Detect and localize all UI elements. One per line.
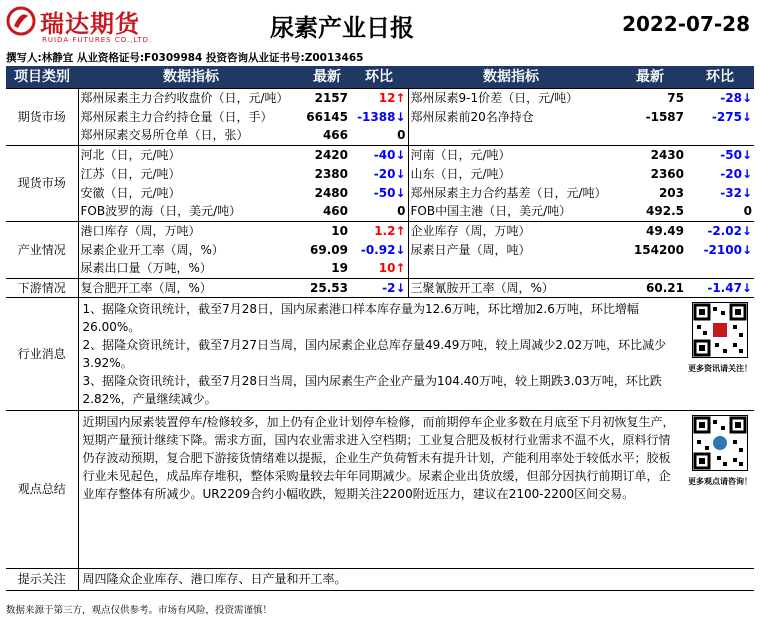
indicator-name	[408, 126, 614, 145]
latest-value: 203	[658, 185, 684, 200]
latest-value: 492.5	[646, 204, 684, 219]
tips-row	[6, 568, 754, 590]
indicator-name: 郑州尿素9-1价差（日，元/吨）	[408, 88, 614, 107]
indicator-name: 郑州尿素主力合约基差（日，元/吨）	[408, 183, 614, 202]
latest-value	[614, 259, 686, 278]
change-value: -2100↓	[703, 242, 752, 257]
change-value: -275↓	[711, 109, 752, 124]
table-row	[6, 88, 754, 107]
latest-value: 19	[331, 261, 348, 276]
outlook-qr-panel	[686, 410, 754, 568]
latest-value: 49.49	[614, 221, 686, 240]
latest-value: 25.53	[304, 278, 350, 297]
news-row	[6, 297, 754, 410]
change-value	[686, 259, 754, 278]
latest-value: 466	[322, 128, 348, 143]
table-row	[6, 278, 754, 297]
report-header	[0, 0, 760, 48]
latest-value	[614, 126, 686, 145]
col-indicator-2: 数据指标	[408, 66, 614, 88]
table-row	[6, 183, 754, 202]
col-latest-2: 最新	[614, 66, 686, 88]
indicator-name: 郑州尿素交易所仓单（日，张）	[78, 126, 304, 145]
change-value: 10↑	[378, 261, 406, 276]
change-value	[686, 126, 754, 145]
col-latest: 最新	[304, 66, 350, 88]
data-table	[6, 66, 754, 591]
change-value: 0	[397, 128, 406, 143]
indicator-name: 尿素出口量（万吨，%）	[78, 259, 304, 278]
indicator-name: 复合肥开工率（周，%）	[78, 278, 304, 297]
latest-value: 60.21	[614, 278, 686, 297]
change-value: -2.02↓	[686, 221, 754, 240]
news-qr-panel	[686, 297, 754, 410]
category-news: 行业消息	[6, 297, 78, 410]
indicator-name: 尿素日产量（周，吨）	[408, 240, 614, 259]
indicator-name: 江苏（日，元/吨）	[78, 164, 304, 183]
category-outlook: 观点总结	[6, 410, 78, 568]
latest-value: 2157	[304, 88, 350, 107]
indicator-name: FOB中国主港（日，美元/吨）	[408, 202, 614, 221]
report-title: 尿素产业日报	[270, 14, 414, 42]
table-row	[6, 164, 754, 183]
qr-caption: 更多资讯请关注！	[688, 363, 752, 373]
news-item: 2、据隆众资讯统计，截至7月27日当周，国内尿素企业总库存量49.49万吨，较上周减少2.02万吨，环比减少3.92%。	[82, 337, 667, 370]
change-value: -50↓	[686, 145, 754, 164]
col-indicator: 数据指标	[78, 66, 304, 88]
change-value: 0	[743, 204, 752, 219]
category-spot: 现货市场	[6, 145, 78, 221]
change-value: -32↓	[720, 185, 752, 200]
report-date: 2022-07-28	[622, 12, 750, 36]
change-value: -40↓	[350, 145, 408, 164]
table-row	[6, 221, 754, 240]
table-row	[6, 107, 754, 126]
disclaimer: 数据来源于第三方，观点仅供参考。市场有风险，投资需谨慎！	[6, 605, 273, 616]
news-item: 1、据隆众资讯统计，截至7月28日，国内尿素港口样本库存量为12.6万吨，环比增加2.6万吨，环比增幅26.00%。	[82, 301, 639, 334]
latest-value: 2480	[314, 185, 348, 200]
category-futures: 期货市场	[6, 88, 78, 145]
indicator-name: 尿素企业开工率（周，%）	[78, 240, 304, 259]
change-value: -1388↓	[357, 109, 406, 124]
qr-caption: 更多观点请咨询！	[688, 476, 752, 486]
table-row	[6, 145, 754, 164]
change-value: 1.2↑	[350, 221, 408, 240]
table-row	[6, 259, 754, 278]
change-value: 12↑	[350, 88, 408, 107]
indicator-name: 安徽（日，元/吨）	[78, 183, 304, 202]
change-value: -50↓	[373, 185, 406, 200]
latest-value: 2430	[614, 145, 686, 164]
ruida-logo-icon	[6, 6, 36, 36]
outlook-row	[6, 410, 754, 568]
category-tips: 提示关注	[6, 568, 78, 590]
latest-value: 2380	[314, 166, 348, 181]
latest-value: 69.09	[310, 242, 348, 257]
latest-value: -1587	[645, 109, 684, 124]
table-header	[6, 66, 754, 88]
latest-value: 10	[304, 221, 350, 240]
indicator-name: 郑州尿素主力合约持仓量（日，手）	[78, 107, 304, 126]
change-value: -2↓	[350, 278, 408, 297]
table-row	[6, 126, 754, 145]
indicator-name: 郑州尿素前20名净持仓	[408, 107, 614, 126]
latest-value: 460	[322, 204, 348, 219]
indicator-name: 河南（日，元/吨）	[408, 145, 614, 164]
indicator-name: 港口库存（周，万吨）	[78, 221, 304, 240]
author-line: 撰写人:林静宜 从业资格证号:F0309984 投资咨询从业证书号:Z0013465	[6, 52, 364, 64]
table-row	[6, 240, 754, 259]
indicator-name: 三聚氰胺开工率（周，%）	[408, 278, 614, 297]
news-content	[78, 297, 686, 410]
indicator-name: 河北（日，元/吨）	[78, 145, 304, 164]
indicator-name: 山东（日，元/吨）	[408, 164, 614, 183]
logo-english-text: RUIDA FUTURES CO.,LTD.	[42, 36, 153, 44]
category-downstream: 下游情况	[6, 278, 78, 297]
col-change-2: 环比	[686, 66, 754, 88]
indicator-name: 企业库存（周，万吨）	[408, 221, 614, 240]
company-logo	[6, 4, 156, 46]
qr-pattern-icon	[693, 303, 747, 357]
change-value: -28↓	[686, 88, 754, 107]
change-value: 0	[397, 204, 406, 219]
latest-value: 66145	[306, 109, 348, 124]
latest-value: 75	[614, 88, 686, 107]
qr-code-icon	[692, 415, 748, 471]
change-value: -20↓	[373, 166, 406, 181]
outlook-content: 近期国内尿素装置停车/检修较多，加上仍有企业计划停车检修，而前期停车企业多数在月底至下月初恢复生产，短期产量预计继续下降。需求方面，国内农业需求进入空档期；工业复合肥及板材行业需求不温不火，原料行情仍存波动预期，复合肥下游接货情绪难以提振，企业生产负荷暂未有提升计划，产能利用率处于较低水平；胶板行业未见起色，成品库存堆积，整体采购量较去年年同期减少。尿素企业出货放缓，但部分因执行前期订单，企业库存整体有所减少。UR2209合约小幅收跌，短期关注2200附近压力，建议在2100-2200区间交易。	[78, 410, 686, 568]
indicator-name	[408, 259, 614, 278]
indicator-name: 郑州尿素主力合约收盘价（日，元/吨）	[78, 88, 304, 107]
table-row	[6, 202, 754, 221]
col-category: 项目类别	[6, 66, 78, 88]
logo-text: 瑞达期货	[40, 10, 140, 38]
latest-value: 154200	[633, 242, 684, 257]
indicator-name: FOB波罗的海（日，美元/吨）	[78, 202, 304, 221]
change-value: -1.47↓	[686, 278, 754, 297]
change-value: -20↓	[720, 166, 752, 181]
qr-code-icon	[692, 302, 748, 358]
qr-pattern-icon	[693, 416, 747, 470]
news-item: 3、据隆众资讯统计，截至7月28日当周，国内尿素生产企业产量为104.40万吨，较上期跌3.03万吨，环比跌2.82%，产量继续减少。	[82, 373, 662, 406]
tips-content: 周四隆众企业库存、港口库存、日产量和开工率。	[78, 568, 754, 590]
category-industry: 产业情况	[6, 221, 78, 278]
latest-value: 2360	[650, 166, 684, 181]
latest-value: 2420	[304, 145, 350, 164]
change-value: -0.92↓	[360, 242, 406, 257]
col-change: 环比	[350, 66, 408, 88]
